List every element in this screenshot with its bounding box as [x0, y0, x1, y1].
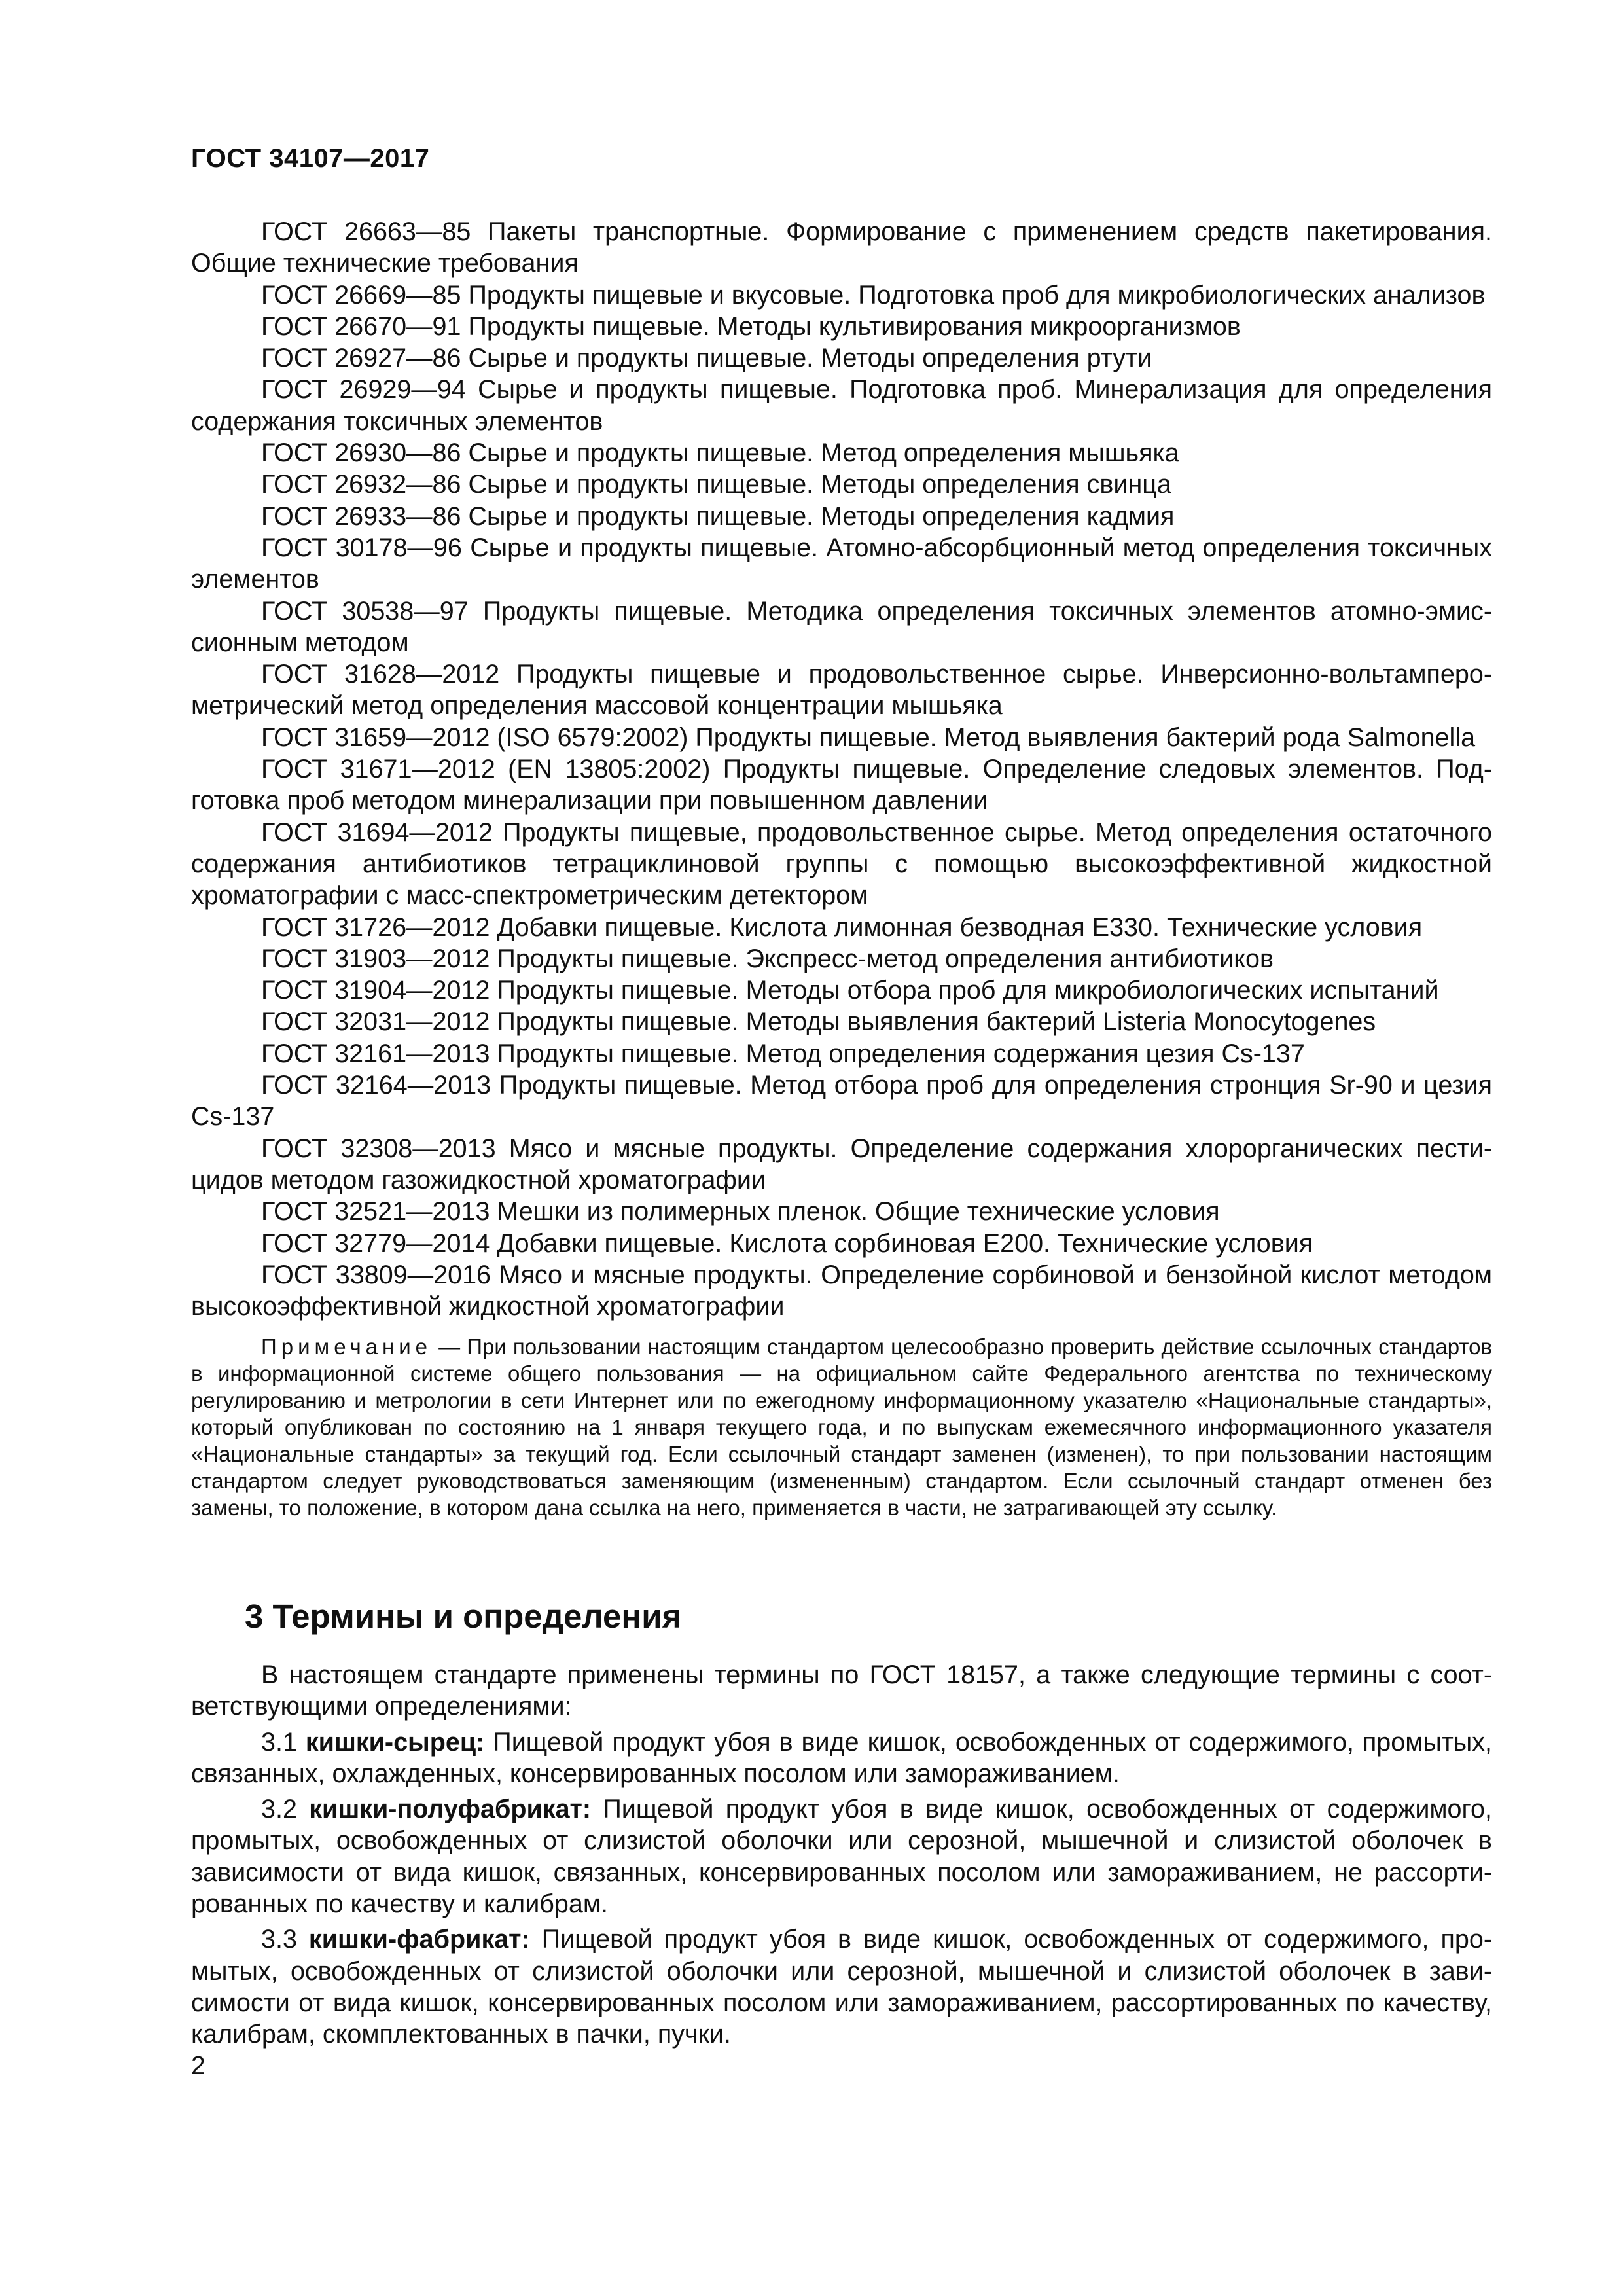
- term-number: 3.1: [261, 1727, 306, 1757]
- section-title: 3 Термины и определения: [245, 1598, 682, 1635]
- reference-item: ГОСТ 26927—86 Сырье и продукты пищевые. Методы определения ртути: [261, 344, 1152, 373]
- reference-item: ГОСТ 26929—94 Сырье и продукты пищевые. Подготовка проб. Минерализация для определения содержания токсичных элементов: [191, 375, 1492, 436]
- term-definition: [191, 1727, 1492, 1790]
- page-number: 2: [191, 2052, 205, 2080]
- normative-references-list: [191, 216, 1492, 1322]
- reference-item: ГОСТ 31659—2012 (ISO 6579:2002) Продукты пищевые. Метод выявления бактерий рода Salmonella: [261, 723, 1476, 752]
- reference-item: ГОСТ 32164—2013 Продукты пищевые. Метод отбора проб для определения стронция Sr-90 и цезия Cs-137: [191, 1071, 1492, 1132]
- reference-item: ГОСТ 26930—86 Сырье и продукты пищевые. Метод определения мышьяка: [261, 439, 1179, 468]
- reference-item: ГОСТ 32779—2014 Добавки пищевые. Кислота сорбиновая Е200. Технические условия: [261, 1229, 1313, 1258]
- term-number: 3.3: [261, 1925, 309, 1954]
- reference-item: ГОСТ 31628—2012 Продукты пищевые и продовольственное сырье. Инверсионно-вольтампеpoметрический метод определения массовой концентрации мышьяка: [191, 660, 1492, 721]
- term-text: Пищевой продукт убоя в виде кишок, освобожденных от содержимого, промытых, освобожденных от слизистой оболочки или серозной, мышечной и слизистой оболочек в зависимости от вида кишок, связанных, консервированных посолом или замораживанием, не рассортированных по качеству и калибрам.: [191, 1795, 1492, 1919]
- reference-item: ГОСТ 32521—2013 Мешки из полимерных пленок. Общие технические условия: [261, 1197, 1220, 1227]
- term-name: кишки-сырец:: [305, 1727, 485, 1757]
- reference-item: ГОСТ 26669—85 Продукты пищевые и вкусовые. Подготовка проб для микробиологических анализов: [261, 280, 1486, 310]
- section-intro: В настоящем стандарте применены термины по ГОСТ 18157, а также следующие термины с соответствующими определениями:: [191, 1660, 1492, 1721]
- reference-item: ГОСТ 31726—2012 Добавки пищевые. Кислота лимонная безводная Е330. Технические условия: [261, 912, 1423, 942]
- note-paragraph: [191, 1333, 1492, 1521]
- reference-item: ГОСТ 30178—96 Сырье и продукты пищевые. Атомно-абсорбционный метод определения токсичных элементов: [191, 533, 1492, 594]
- reference-item: ГОСТ 32161—2013 Продукты пищевые. Метод определения содержания цезия Cs-137: [261, 1039, 1305, 1068]
- term-text: Пищевой продукт убоя в виде кишок, освобожденных от содержимого, промытых, связанных, охлажденных, консервированных посолом или замораживанием.: [191, 1727, 1493, 1788]
- reference-item: ГОСТ 30538—97 Продукты пищевые. Методика определения токсичных элементов атомно-эмиссионным методом: [191, 596, 1492, 657]
- term-definition: [191, 1924, 1492, 2050]
- note-text: — При пользовании настоящим стандартом целесообразно проверить действие ссылочных стандартов в информационной системе общего пользования — на официальном сайте Федерального агентства по техническому регулированию и метрологии в сети Интернет или по ежегодному информационному указателю «Национальные стандарты», который опубликован по состоянию на 1 января текущего года, и по выпускам ежемесячного информационного указателя «Национальные стандарты» за текущий год. Если ссылочный стандарт заменен (изменен), то при пользовании настоящим стандартом следует руководствоваться заменяющим (измененным) стандартом. Если ссылочный стандарт отменен без замены, то положение, в котором дана ссылка на него, применяется в части, не затрагивающей эту ссылку.: [191, 1335, 1492, 1520]
- reference-item: ГОСТ 31694—2012 Продукты пищевые, продовольственное сырье. Метод определения остаточного содержания антибиотиков тетрациклиновой группы с помощью высокоэффективной жидкостной хроматографии с масс-спектрометрическим детектором: [191, 817, 1492, 910]
- reference-item: ГОСТ 33809—2016 Мясо и мясные продукты. Определение сорбиновой и бензойной кислот методом высокоэффективной жидкостной хроматографии: [191, 1260, 1492, 1321]
- reference-item: ГОСТ 32308—2013 Мясо и мясные продукты. Определение содержания хлорорганических пестицидов методом газожидкостной хроматографии: [191, 1134, 1492, 1194]
- reference-item: ГОСТ 31904—2012 Продукты пищевые. Методы отбора проб для микробиологических испытаний: [261, 976, 1439, 1005]
- term-text: Пищевой продукт убоя в виде кишок, освобожденных от содержимого, промытых, освобожденных от слизистой оболочки или серозной, мышечной и слизистой оболочек в зависимости от вида кишок, консервированных посолом или замораживанием, рассортированных по качеству, калибрам, скомплектованных в пачки, пучки.: [191, 1925, 1492, 2049]
- reference-item: ГОСТ 26670—91 Продукты пищевые. Методы культивирования микроорганизмов: [261, 312, 1241, 341]
- terms-section: [191, 1659, 1492, 2054]
- note-label: Примечание: [261, 1335, 433, 1359]
- reference-item: ГОСТ 32031—2012 Продукты пищевые. Методы выявления бактерий Listeria Monocytogenes: [261, 1007, 1376, 1037]
- reference-item: ГОСТ 26932—86 Сырье и продукты пищевые. Методы определения свинца: [261, 470, 1171, 499]
- reference-item: ГОСТ 26933—86 Сырье и продукты пищевые. Методы определения кадмия: [261, 501, 1175, 531]
- reference-item: ГОСТ 31903—2012 Продукты пищевые. Экспресс-метод определения антибиотиков: [261, 944, 1274, 973]
- document-header: ГОСТ 34107—2017: [191, 144, 430, 173]
- term-definition: [191, 1793, 1492, 1920]
- reference-item: ГОСТ 26663—85 Пакеты транспортные. Формирование с применением средств пакетирования. Общие технические требования: [191, 217, 1492, 278]
- term-name: кишки-полуфабрикат:: [309, 1795, 592, 1824]
- term-name: кишки-фабрикат:: [308, 1925, 530, 1954]
- term-number: 3.2: [261, 1795, 310, 1824]
- reference-item: ГОСТ 31671—2012 (EN 13805:2002) Продукты пищевые. Определение следовых элементов. Подготовка проб методом минерализации при повышенном давлении: [191, 755, 1492, 816]
